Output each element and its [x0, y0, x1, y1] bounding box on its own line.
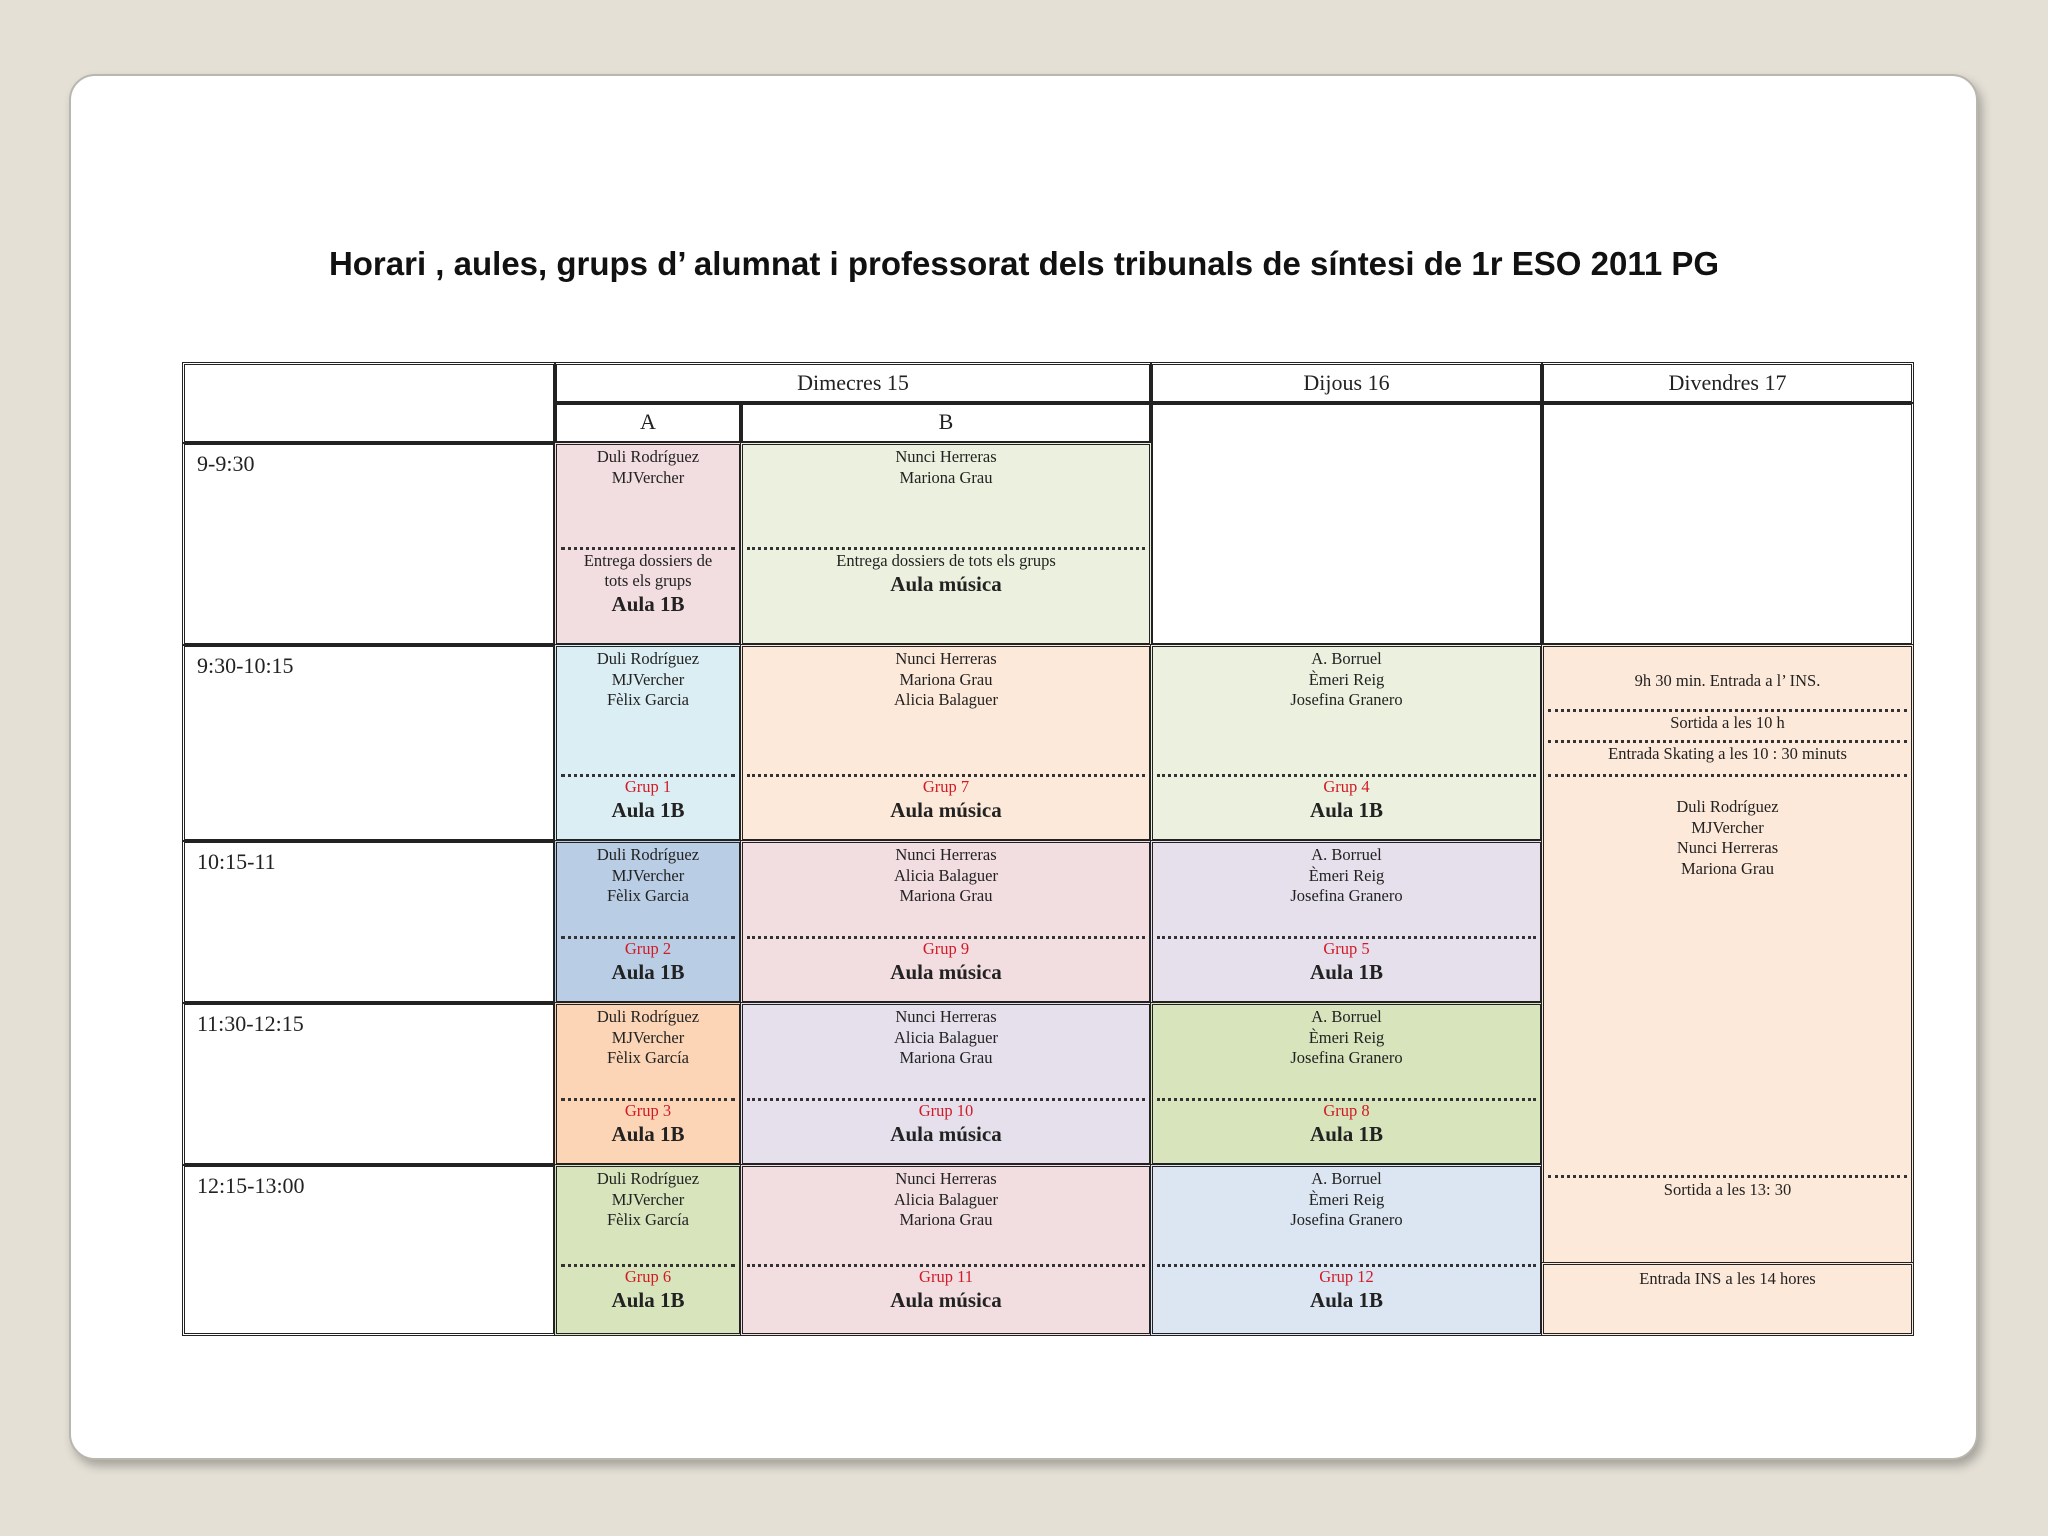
teacher-name: Nunci Herreras	[895, 1169, 997, 1188]
group-label: Grup 5	[1323, 939, 1370, 958]
room-label: Aula 1B	[611, 1288, 685, 1312]
teacher-name: Mariona Grau	[899, 467, 993, 487]
teacher-name: Fèlix Garcia	[606, 690, 689, 709]
room-label: Aula 1B	[1310, 798, 1383, 822]
room-label: Aula música	[890, 1288, 1002, 1312]
time-slot: 10:15-11	[182, 840, 556, 1004]
header-wednesday: Dimecres 15	[554, 362, 1152, 404]
teacher-name: A. Borruel	[1311, 845, 1382, 864]
entry-note: Entrada INS a les 14 hores	[1639, 1269, 1816, 1288]
thu-slot-3	[1150, 840, 1543, 1004]
teacher-name: Alicia Balaguer	[894, 1189, 998, 1209]
teacher-name: Fèlix Garcia	[606, 886, 689, 905]
teacher-name: Nunci Herreras	[895, 845, 997, 864]
exit-note: Sortida a les 13: 30	[1663, 1180, 1792, 1199]
page-title: Horari , aules, grups d’ alumnat i professorat dels tribunals de síntesi de 1r ESO 2011 PG	[328, 245, 1720, 282]
group-label: Grup 7	[922, 777, 970, 796]
thu-slot-5	[1150, 1164, 1543, 1336]
teacher-name: Mariona Grau	[899, 1048, 993, 1067]
entry-note: 9h 30 min. Entrada a l’ INS.	[1634, 671, 1821, 690]
note-text: Entrega dossiers de tots els grups	[836, 551, 1056, 570]
exit-note: Sortida a les 10 h	[1670, 713, 1785, 732]
teacher-name: Duli Rodríguez	[596, 1007, 700, 1026]
room-label: Aula 1B	[611, 960, 685, 984]
group-label: Grup 9	[922, 939, 970, 958]
time-slot: 11:30-12:15	[182, 1002, 556, 1166]
teacher-name: Josefina Granero	[1290, 1048, 1403, 1067]
fri-outing-block	[1541, 644, 1914, 1266]
teacher-name: Nunci Herreras	[1676, 838, 1779, 857]
teacher-name: MJVercher	[611, 467, 685, 487]
wed-b-slot-4	[740, 1002, 1152, 1166]
teacher-name: Èmeri Reig	[1308, 865, 1385, 885]
group-label: Grup 10	[918, 1101, 974, 1120]
wed-a-slot-3	[554, 840, 742, 1004]
teacher-name: Duli Rodríguez	[596, 845, 700, 864]
dotted-divider	[1548, 740, 1907, 743]
teacher-name: A. Borruel	[1311, 649, 1382, 668]
room-label: Aula 1B	[611, 1122, 685, 1146]
room-label: Aula 1B	[611, 592, 685, 616]
teacher-name: Fèlix García	[606, 1210, 689, 1229]
group-label: Grup 2	[624, 939, 672, 958]
teacher-name: MJVercher	[611, 1189, 685, 1209]
group-label: Grup 4	[1323, 777, 1370, 796]
note-text: tots els grups	[604, 571, 692, 590]
teacher-name: MJVercher	[611, 669, 685, 689]
group-label: Grup 6	[624, 1267, 672, 1286]
room-label: Aula música	[890, 960, 1002, 984]
wed-a-slot-5	[554, 1164, 742, 1336]
teacher-name: Duli Rodríguez	[596, 1169, 700, 1188]
skating-note: Entrada Skating a les 10 : 30 minuts	[1608, 744, 1847, 763]
room-label: Aula 1B	[611, 798, 685, 822]
teacher-name: Josefina Granero	[1290, 886, 1403, 905]
teacher-name: Josefina Granero	[1290, 1210, 1403, 1229]
header-thursday: Dijous 16	[1150, 362, 1543, 404]
dotted-divider	[1548, 1175, 1907, 1178]
group-label: Grup 1	[624, 777, 672, 796]
header-wednesday-b: B	[740, 402, 1152, 444]
room-label: Aula 1B	[1310, 1122, 1383, 1146]
room-label: Aula música	[890, 798, 1002, 822]
dotted-divider	[1548, 774, 1907, 777]
teacher-name: MJVercher	[1691, 817, 1764, 837]
header-wednesday-a: A	[554, 402, 742, 444]
teacher-name: MJVercher	[611, 865, 685, 885]
wed-b-slot-1	[740, 442, 1152, 646]
teacher-name: Alicia Balaguer	[894, 1027, 998, 1047]
group-label: Grup 12	[1319, 1267, 1374, 1286]
dotted-divider	[561, 547, 735, 550]
teacher-name: Alicia Balaguer	[894, 865, 998, 885]
dotted-divider	[1548, 709, 1907, 712]
teacher-name: Duli Rodríguez	[596, 447, 700, 466]
wed-a-slot-1	[554, 442, 742, 646]
friday-empty-slot	[1541, 402, 1914, 646]
teacher-name: Nunci Herreras	[895, 1007, 997, 1026]
teacher-name: Mariona Grau	[899, 1210, 993, 1229]
fri-afternoon-block	[1541, 1262, 1914, 1336]
wed-a-slot-2	[554, 644, 742, 842]
header-friday: Divendres 17	[1541, 362, 1914, 404]
group-label: Grup 3	[624, 1101, 672, 1120]
time-slot: 12:15-13:00	[182, 1164, 556, 1336]
thu-slot-2	[1150, 644, 1543, 842]
wed-b-slot-3	[740, 840, 1152, 1004]
teacher-name: Mariona Grau	[1680, 858, 1774, 878]
teacher-name: MJVercher	[611, 1027, 685, 1047]
room-label: Aula 1B	[1310, 1288, 1383, 1312]
dotted-divider	[747, 547, 1145, 550]
room-label: Aula 1B	[1310, 960, 1383, 984]
corner-cell	[182, 362, 556, 444]
room-label: Aula música	[890, 1122, 1002, 1146]
note-text: Entrega dossiers de	[583, 551, 713, 570]
time-slot: 9:30-10:15	[182, 644, 556, 842]
group-label: Grup 11	[919, 1267, 973, 1286]
group-label: Grup 8	[1323, 1101, 1370, 1120]
wed-b-slot-5	[740, 1164, 1152, 1336]
thu-slot-4	[1150, 1002, 1543, 1166]
thursday-empty-slot	[1150, 402, 1543, 646]
teacher-name: Alicia Balaguer	[894, 690, 998, 709]
teacher-name: Nunci Herreras	[895, 649, 997, 668]
teacher-name: Josefina Granero	[1290, 690, 1403, 709]
teacher-name: A. Borruel	[1311, 1169, 1382, 1188]
teacher-name: Duli Rodríguez	[1676, 797, 1779, 816]
teacher-name: Èmeri Reig	[1308, 1189, 1385, 1209]
teacher-name: A. Borruel	[1311, 1007, 1382, 1026]
teacher-name: Èmeri Reig	[1308, 669, 1385, 689]
teacher-name: Mariona Grau	[899, 669, 993, 689]
time-slot: 9-9:30	[182, 442, 556, 646]
teacher-name: Nunci Herreras	[895, 447, 997, 466]
teacher-name: Fèlix García	[606, 1048, 689, 1067]
teacher-name: Èmeri Reig	[1308, 1027, 1385, 1047]
teacher-name: Duli Rodríguez	[596, 649, 700, 668]
room-label: Aula música	[890, 572, 1002, 596]
teacher-name: Mariona Grau	[899, 886, 993, 905]
wed-a-slot-4	[554, 1002, 742, 1166]
wed-b-slot-2	[740, 644, 1152, 842]
